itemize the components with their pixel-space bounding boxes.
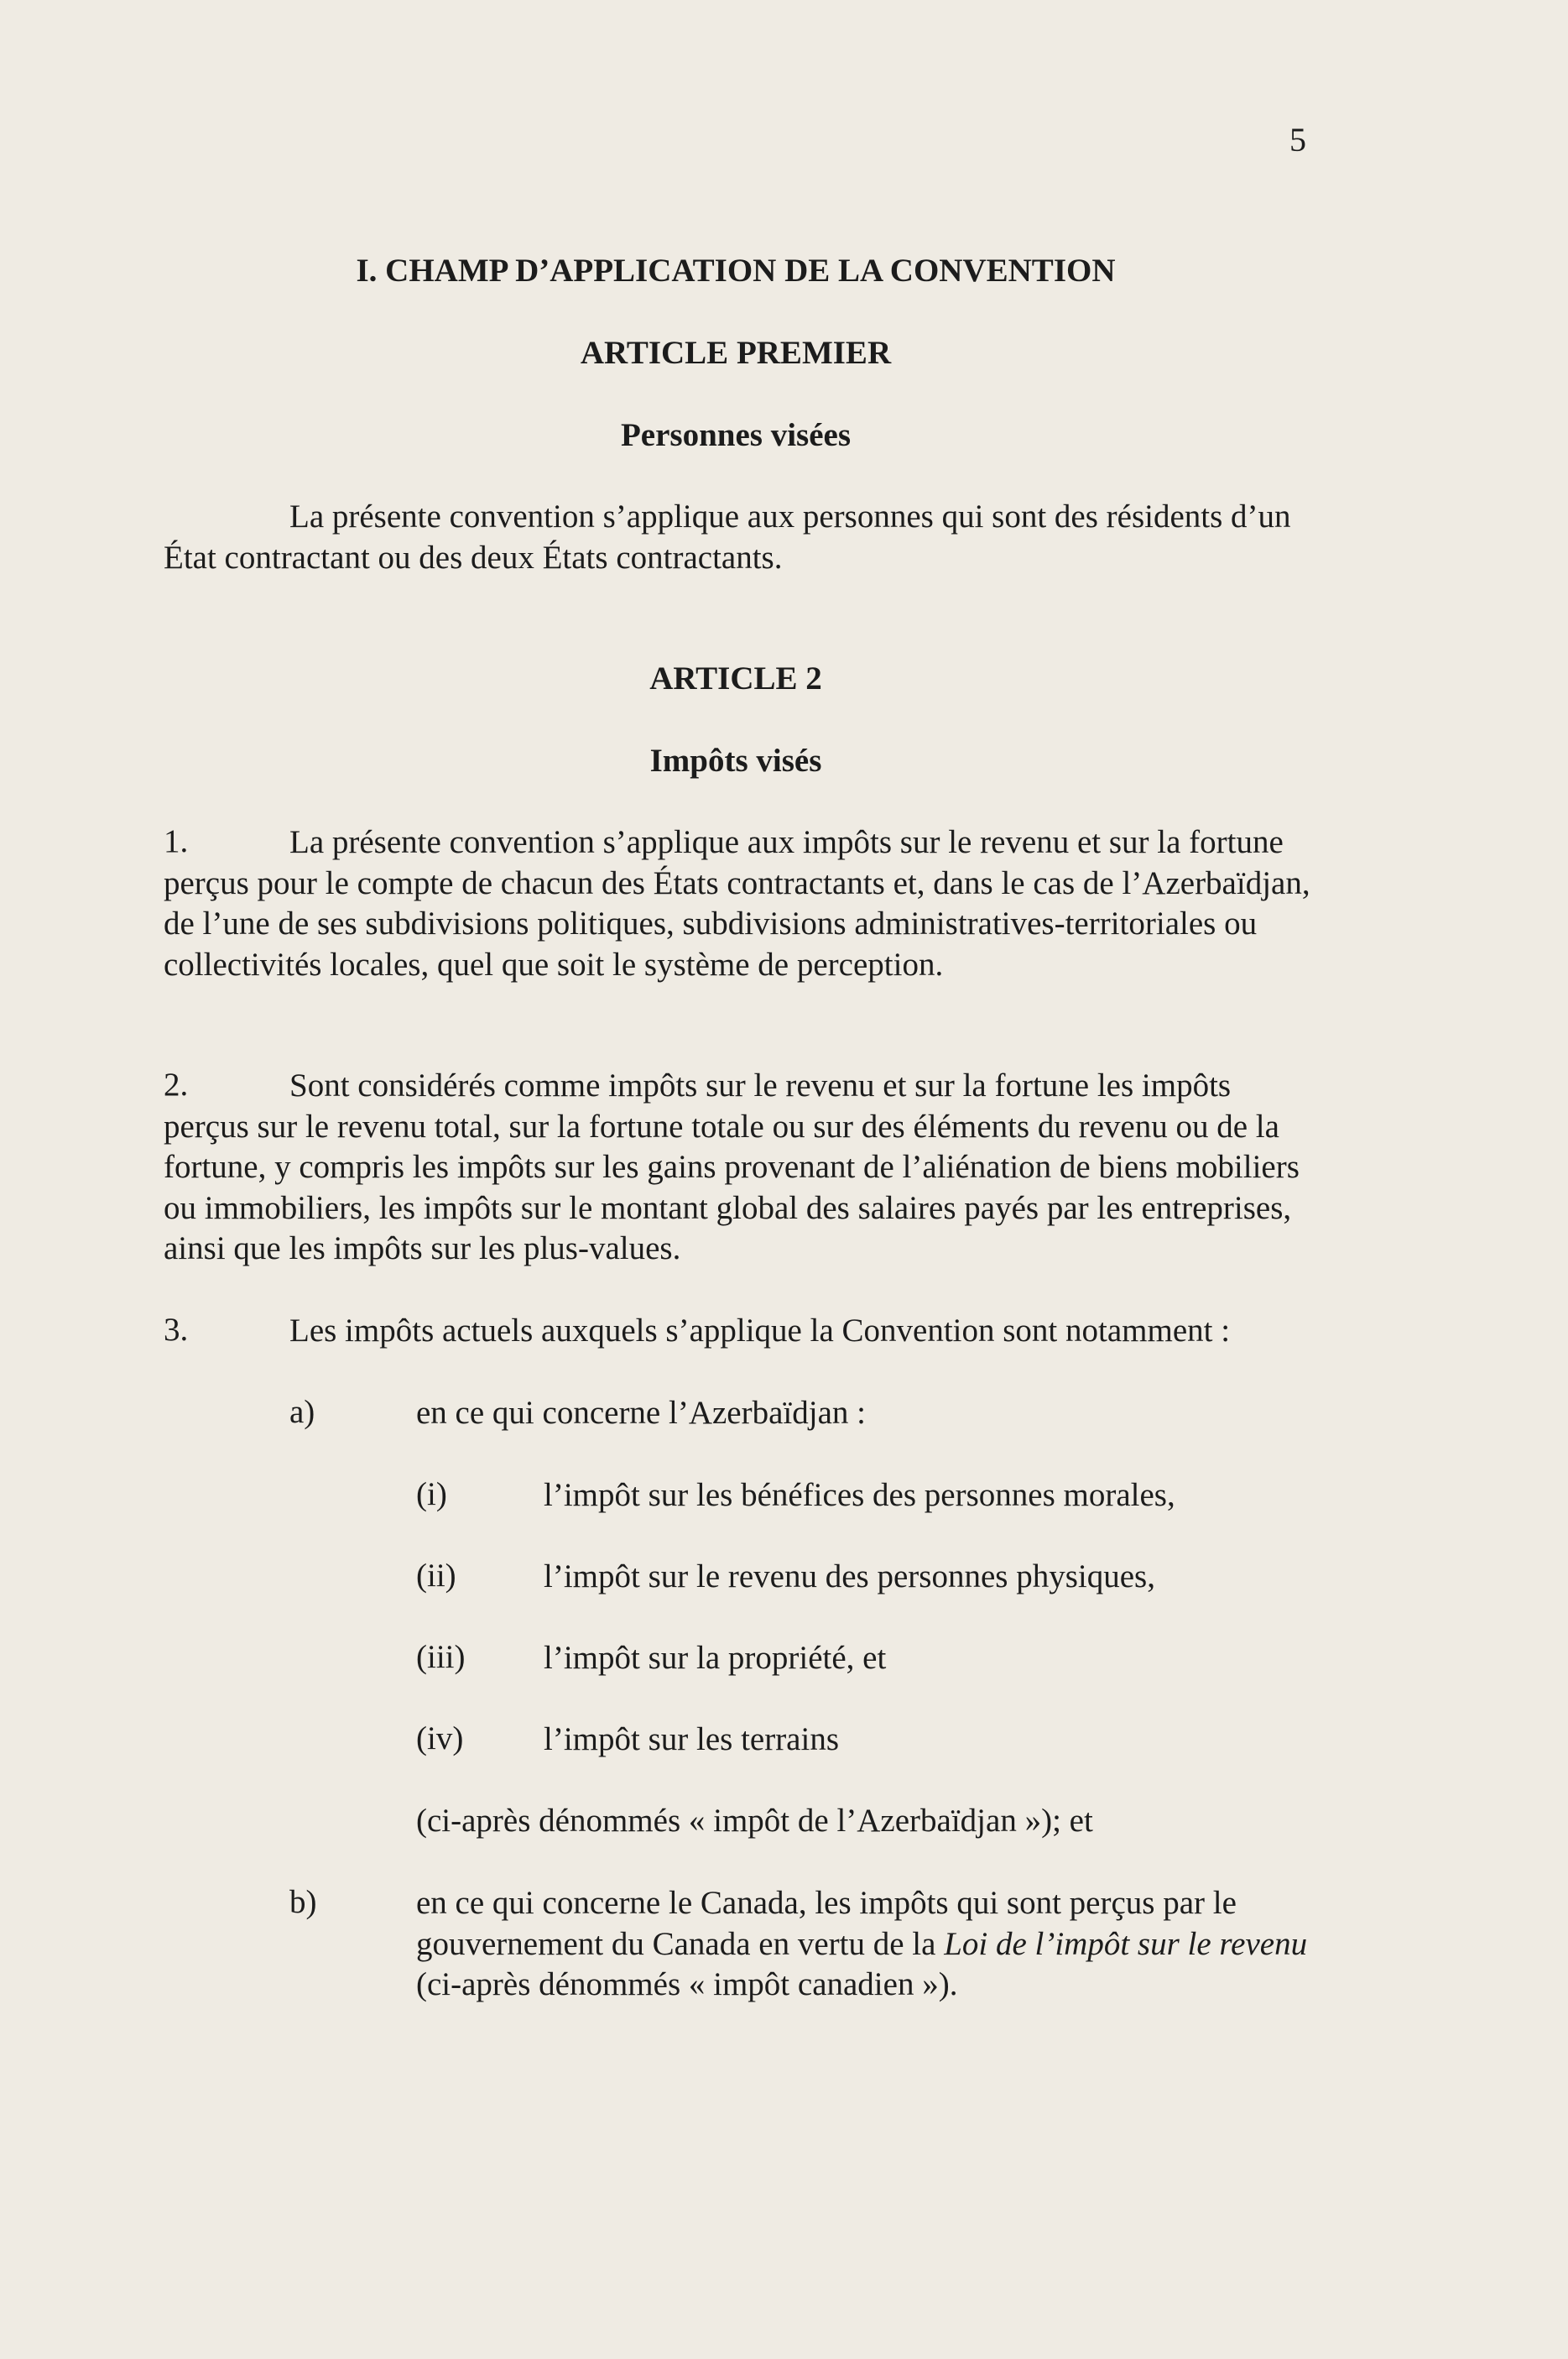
item-b-text-start: en ce qui concerne le Canada, les impôts qui sont perçus par le gouvernement du Canada en vertu de la (416, 1885, 1237, 1962)
sub-item-text: l’impôt sur la propriété, et (544, 1640, 887, 1676)
article-1-text: La présente convention s’applique aux personnes qui sont des résidents d’un État contractant ou des deux États contractants. (164, 498, 1291, 576)
article-1-subtitle: Personnes visées (620, 417, 852, 453)
sub-item-text: l’impôt sur les terrains (544, 1721, 840, 1757)
paragraph-1-text: La présente convention s’applique aux impôts sur le revenu et sur la fortune perçus pour le compte de chacun des États contractants et, dans le cas de l’Azerbaïdjan, de l’une de ses subdivisions politiques, subdivisions administratives-territoriales ou collectivités locales, quel que soit le système de perception. (164, 824, 1310, 983)
item-a-label: a) (289, 1394, 315, 1430)
section-title: I. CHAMP D’APPLICATION DE LA CONVENTION (356, 253, 1116, 289)
sub-item-label: (iv) (416, 1720, 464, 1756)
article-2-title: ARTICLE 2 (649, 660, 822, 697)
article-1-title: ARTICLE PREMIER (580, 335, 892, 371)
sub-item-text: l’impôt sur le revenu des personnes physiques, (544, 1558, 1155, 1594)
sub-item-label: (ii) (416, 1558, 456, 1594)
paragraph-2-number: 2. (164, 1067, 189, 1103)
paragraph-3-number: 3. (164, 1312, 189, 1348)
item-b-text-end: (ci-après dénommés « impôt canadien »). (416, 1966, 958, 2002)
item-b-text (416, 1883, 1331, 2006)
article-2-subtitle: Impôts visés (649, 743, 822, 779)
page-number: 5 (1289, 121, 1306, 159)
paragraph-3-text: Les impôts actuels auxquels s’applique la Convention sont notamment : (289, 1313, 1231, 1349)
sub-item-text: l’impôt sur les bénéfices des personnes morales, (544, 1477, 1175, 1513)
sub-item-label: (i) (416, 1476, 447, 1512)
law-title: Loi de l’impôt sur le revenu (944, 1925, 1308, 1962)
item-a-text: en ce qui concerne l’Azerbaïdjan : (416, 1395, 866, 1431)
item-b-label: b) (289, 1884, 317, 1920)
sub-item-label: (iii) (416, 1639, 466, 1675)
paragraph-1-number: 1. (164, 823, 189, 859)
paragraph-2-text: Sont considérés comme impôts sur le revenu et sur la fortune les impôts perçus sur le revenu total, sur la fortune totale ou sur des éléments du revenu ou de la fortune, y compris les impôts sur les gains provenant de l’aliénation de biens mobiliers ou immobiliers, les impôts sur le montant global des salaires payés par les entreprises, ainsi que les impôts sur les plus-values. (164, 1067, 1300, 1266)
item-a-note: (ci-après dénommés « impôt de l’Azerbaïdjan »); et (416, 1803, 1093, 1839)
